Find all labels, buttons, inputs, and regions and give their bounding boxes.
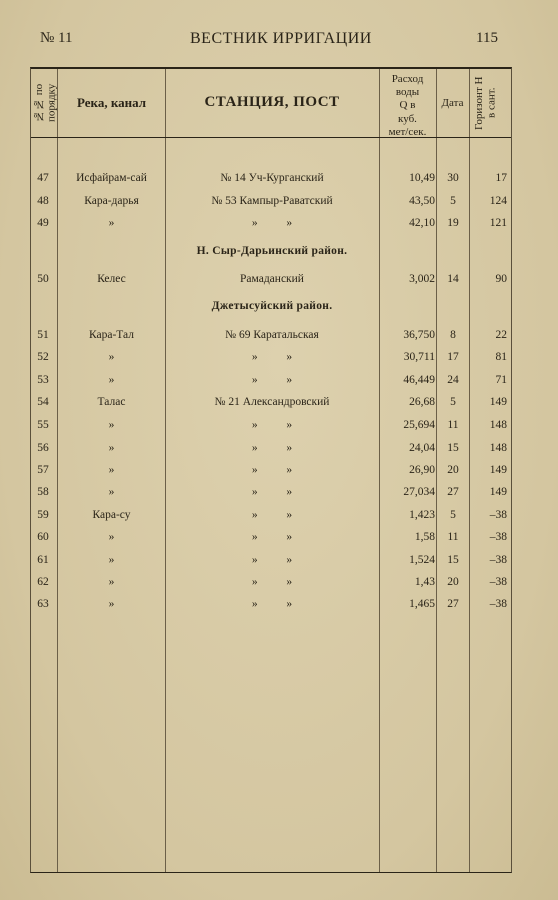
cell-date: 11 bbox=[447, 531, 459, 543]
cell-river: Кара-Тал bbox=[89, 329, 134, 341]
cell-number: 50 bbox=[37, 273, 49, 285]
cell-flow: 1,58 bbox=[414, 531, 435, 543]
cell-horizon: –38 bbox=[489, 576, 507, 588]
cell-number: 59 bbox=[37, 509, 49, 521]
cell-station: № 53 Кампыр-Раватский bbox=[211, 195, 333, 207]
cell-river: » bbox=[108, 464, 115, 476]
cell-station: » » bbox=[251, 576, 293, 588]
cell-number: 62 bbox=[37, 576, 49, 588]
table-row bbox=[31, 442, 511, 466]
region-heading: Джетысуйский район. bbox=[211, 300, 333, 312]
cell-number: 61 bbox=[37, 554, 49, 566]
cell-number: 54 bbox=[37, 396, 49, 408]
cell-number: 53 bbox=[37, 374, 49, 386]
cell-number: 58 bbox=[37, 486, 49, 498]
cell-horizon: 148 bbox=[489, 442, 507, 454]
cell-horizon: 149 bbox=[489, 464, 507, 476]
column-header-horizon: Горизонт H в сант. bbox=[473, 76, 498, 130]
cell-flow: 30,711 bbox=[403, 351, 435, 363]
cell-station: » » bbox=[251, 217, 293, 229]
cell-river: Кара-су bbox=[92, 509, 131, 521]
cell-date: 8 bbox=[450, 329, 456, 341]
cell-flow: 24,04 bbox=[409, 442, 435, 454]
cell-river: » bbox=[108, 486, 115, 498]
table-row bbox=[31, 217, 511, 241]
cell-number: 47 bbox=[37, 172, 49, 184]
cell-horizon: –38 bbox=[489, 554, 507, 566]
cell-flow: 42,10 bbox=[409, 217, 435, 229]
cell-station: » » bbox=[251, 464, 293, 476]
cell-number: 49 bbox=[37, 217, 49, 229]
cell-flow: 1,524 bbox=[409, 554, 435, 566]
cell-date: 27 bbox=[447, 598, 459, 610]
cell-station: » » bbox=[251, 554, 293, 566]
table-row bbox=[31, 554, 511, 578]
flow-header-line: Расход bbox=[391, 73, 424, 85]
cell-horizon: 90 bbox=[495, 273, 507, 285]
table-row bbox=[31, 486, 511, 510]
cell-river: » bbox=[108, 598, 115, 610]
cell-number: 48 bbox=[37, 195, 49, 207]
cell-number: 56 bbox=[37, 442, 49, 454]
cell-horizon: 148 bbox=[489, 419, 507, 431]
cell-river: Келес bbox=[97, 273, 126, 285]
cell-date: 14 bbox=[447, 273, 459, 285]
cell-date: 5 bbox=[450, 396, 456, 408]
cell-station: » » bbox=[251, 442, 293, 454]
cell-date: 15 bbox=[447, 554, 459, 566]
cell-number: 57 bbox=[37, 464, 49, 476]
cell-date: 15 bbox=[447, 442, 459, 454]
cell-flow: 26,90 bbox=[409, 464, 435, 476]
column-header-flow bbox=[379, 73, 436, 139]
cell-date: 20 bbox=[447, 464, 459, 476]
table-row bbox=[31, 329, 511, 353]
cell-flow: 1,423 bbox=[409, 509, 435, 521]
cell-river: » bbox=[108, 554, 115, 566]
flow-header-line: воды bbox=[395, 86, 420, 99]
flow-header-line: мет/сек. bbox=[388, 125, 427, 138]
cell-station: » » bbox=[251, 509, 293, 521]
column-header-date: Дата bbox=[441, 97, 464, 109]
cell-date: 20 bbox=[447, 576, 459, 588]
table-row bbox=[31, 419, 511, 443]
column-header-river: Река, канал bbox=[76, 95, 147, 110]
region-heading: Н. Сыр-Дарьинский район. bbox=[196, 245, 348, 257]
cell-number: 55 bbox=[37, 419, 49, 431]
cell-horizon: 22 bbox=[495, 329, 507, 341]
cell-station: » » bbox=[251, 351, 293, 363]
cell-station: № 14 Уч-Курганский bbox=[220, 172, 324, 184]
cell-horizon: 121 bbox=[489, 217, 507, 229]
cell-date: 17 bbox=[447, 351, 459, 363]
cell-station: » » bbox=[251, 419, 293, 431]
cell-river: Талас bbox=[97, 396, 126, 408]
hydrology-table bbox=[30, 67, 512, 873]
cell-flow: 36,750 bbox=[403, 329, 435, 341]
cell-date: 30 bbox=[447, 172, 459, 184]
header-rule bbox=[31, 137, 511, 138]
cell-flow: 43,50 bbox=[409, 195, 435, 207]
cell-station: » » bbox=[251, 598, 293, 610]
table-row bbox=[31, 464, 511, 488]
table-row bbox=[31, 273, 511, 297]
cell-number: 63 bbox=[37, 598, 49, 610]
cell-horizon: –38 bbox=[489, 531, 507, 543]
cell-horizon: –38 bbox=[489, 598, 507, 610]
cell-horizon: 124 bbox=[489, 195, 507, 207]
cell-flow: 27,034 bbox=[403, 486, 435, 498]
cell-date: 19 bbox=[447, 217, 459, 229]
table-row bbox=[31, 598, 511, 622]
cell-flow: 10,49 bbox=[409, 172, 435, 184]
cell-river: Исфайрам-сай bbox=[76, 172, 147, 184]
cell-station: » » bbox=[251, 531, 293, 543]
cell-number: 60 bbox=[37, 531, 49, 543]
table-row bbox=[31, 509, 511, 533]
cell-horizon: 81 bbox=[495, 351, 507, 363]
page-number: 115 bbox=[476, 30, 498, 46]
column-header-station: СТАНЦИЯ, ПОСТ bbox=[204, 94, 340, 110]
cell-river: » bbox=[108, 217, 115, 229]
table-row bbox=[31, 396, 511, 420]
cell-station: № 69 Каратальская bbox=[225, 329, 319, 341]
cell-river: » bbox=[108, 576, 115, 588]
cell-river: » bbox=[108, 351, 115, 363]
cell-horizon: –38 bbox=[489, 509, 507, 521]
cell-flow: 1,465 bbox=[409, 598, 435, 610]
cell-horizon: 17 bbox=[495, 172, 507, 184]
table-row bbox=[31, 195, 511, 219]
cell-date: 11 bbox=[447, 419, 459, 431]
cell-station: Рамаданский bbox=[240, 273, 304, 285]
cell-date: 27 bbox=[447, 486, 459, 498]
cell-flow: 3,002 bbox=[409, 273, 435, 285]
cell-flow: 1,43 bbox=[414, 576, 435, 588]
table-row bbox=[31, 374, 511, 398]
table-row bbox=[31, 531, 511, 555]
cell-horizon: 71 bbox=[495, 374, 507, 386]
cell-station: № 21 Александровский bbox=[214, 396, 330, 408]
flow-header-line: Q в bbox=[399, 99, 416, 112]
cell-horizon: 149 bbox=[489, 396, 507, 408]
cell-river: » bbox=[108, 442, 115, 454]
cell-river: » bbox=[108, 374, 115, 386]
cell-flow: 25,694 bbox=[403, 419, 435, 431]
cell-river: Кара-дарья bbox=[84, 195, 139, 207]
cell-horizon: 149 bbox=[489, 486, 507, 498]
flow-header-line: куб. bbox=[398, 112, 417, 125]
cell-date: 24 bbox=[447, 374, 459, 386]
cell-flow: 26,68 bbox=[409, 396, 435, 408]
cell-flow: 46,449 bbox=[403, 374, 435, 386]
table-row bbox=[31, 576, 511, 600]
cell-river: » bbox=[108, 531, 115, 543]
issue-number: № 11 bbox=[40, 30, 73, 46]
journal-title: ВЕСТНИК ИРРИГАЦИИ bbox=[190, 30, 372, 47]
cell-date: 5 bbox=[450, 509, 456, 521]
cell-number: 51 bbox=[37, 329, 49, 341]
cell-station: » » bbox=[251, 374, 293, 386]
cell-station: » » bbox=[251, 486, 293, 498]
running-header bbox=[0, 28, 558, 50]
table-row bbox=[31, 172, 511, 196]
table-row bbox=[31, 351, 511, 375]
cell-number: 52 bbox=[37, 351, 49, 363]
column-header-number: №№ по порядку bbox=[33, 83, 58, 123]
cell-river: » bbox=[108, 419, 115, 431]
cell-date: 5 bbox=[450, 195, 456, 207]
